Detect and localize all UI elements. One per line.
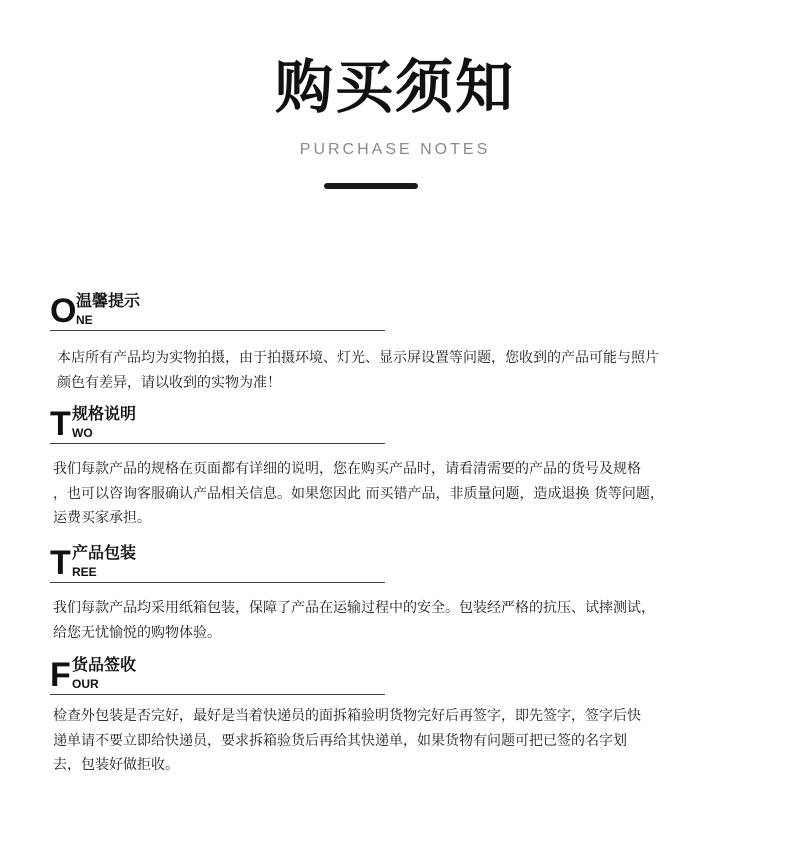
title-divider [324,183,418,189]
section-letter: T [50,544,71,582]
page-subtitle: PURCHASE NOTES [299,141,491,158]
section-letter-suffix: REE [72,565,97,579]
section-header [50,542,385,583]
section-body [53,596,753,645]
body-line: 检查外包装是否完好，最好是当着快递员的面拆箱验明货物完好后再签字，即先签字，签字后快 [53,708,641,724]
section-heading: 规格说明 [72,404,137,423]
section-letter-suffix: WO [72,426,93,440]
section-letter-suffix: NE [76,313,93,327]
section-letter-suffix: OUR [72,677,99,691]
section-letter: O [50,292,77,330]
page-title: 购买须知 [274,53,515,121]
body-line: 颜色有差异，请以收到的实物为准！ [57,374,281,391]
body-line: 给您无忧愉悦的购物体验。 [53,624,221,641]
body-line: 我们每款产品均采用纸箱包装，保障了产品在运输过程中的安全。包装经严格的抗压、试摔测试， [53,600,655,616]
section-heading: 产品包装 [72,543,137,562]
section-letter: F [50,656,71,694]
body-line: ，也可以咨询客服确认产品相关信息。如果您因此 而买错产品，非质量问题，造成退换 货等问题， [53,485,664,502]
section-body [53,704,753,778]
section-heading: 货品签收 [72,655,137,674]
section-body [53,457,753,531]
section-letter: T [50,405,71,443]
section-header [50,403,385,444]
section-body [57,346,757,395]
body-line: 运费买家承担。 [53,510,151,526]
body-line: 本店所有产品均为实物拍摄，由于拍摄环境、灯光、显示屏设置等问题，您收到的产品可能与照片 [57,350,659,366]
body-line: 去，包装好做拒收。 [53,757,179,773]
section-heading: 温馨提示 [76,291,141,310]
body-line: 递单请不要立即给快递员，要求拆箱验货后再给其快递单，如果货物有问题可把已签的名字划 [53,732,627,749]
body-line: 我们每款产品的规格在页面都有详细的说明，您在购买产品时，请看清需要的产品的货号及规格 [53,461,641,477]
section-header [50,290,385,331]
section-header [50,654,385,695]
